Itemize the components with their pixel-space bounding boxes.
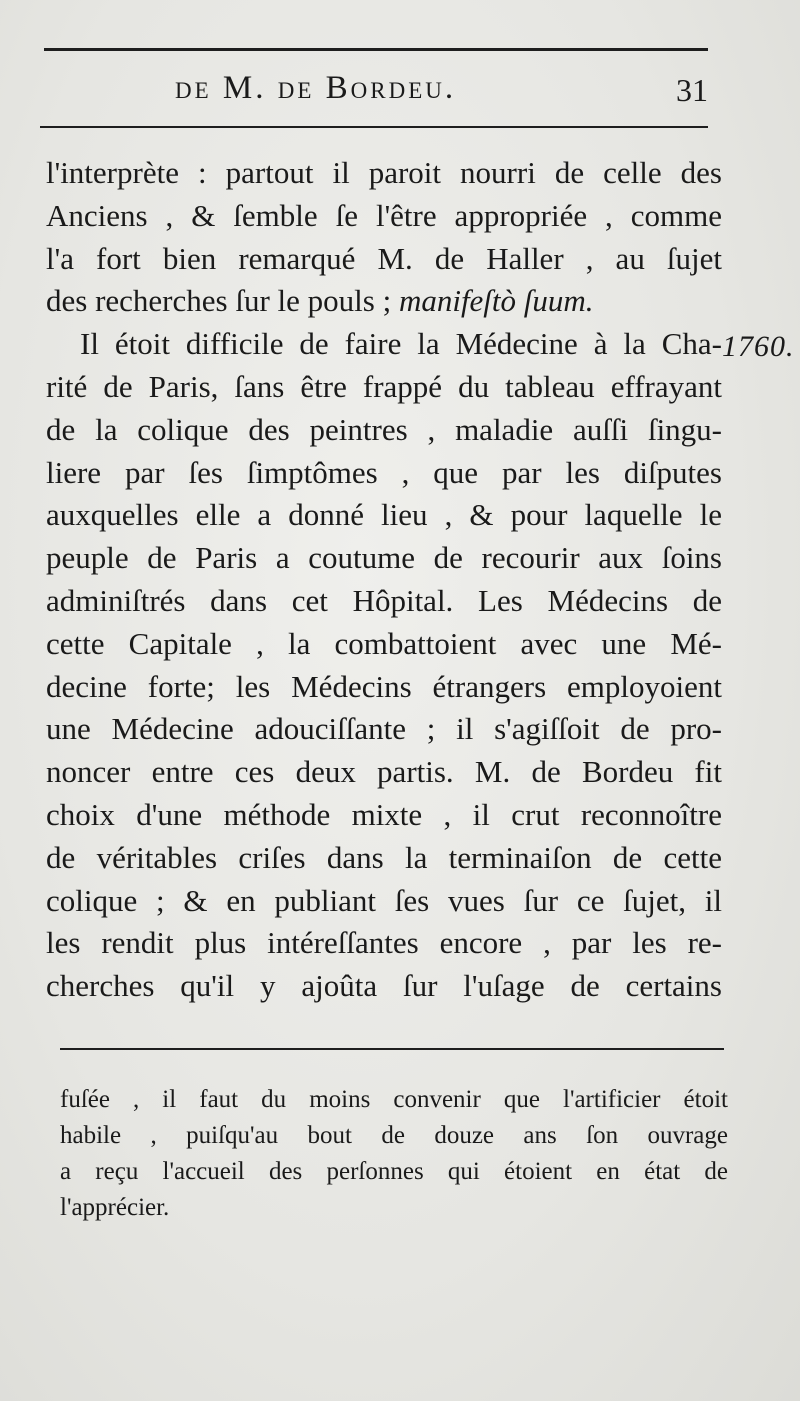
text-line: l'interprète : partout il paroit nourri de celle des (46, 155, 722, 190)
text-line: cette Capitale , la combattoient avec une Mé- (46, 625, 722, 661)
text-line: noncer entre ces deux partis. M. de Bordeu fit (46, 754, 722, 790)
running-title: de M. de Bordeu. (175, 70, 457, 106)
text-line (46, 280, 722, 323)
paragraph-start-line: Il étoit difficile de faire la Médecine à la Cha- (80, 326, 722, 362)
page-header (40, 70, 710, 114)
footnote-line: habile , puiſqu'au bout de douze ans ſon ouvrage (60, 1122, 728, 1149)
text-line: cherches qu'il y ajoûta ſur l'uſage de certains (46, 968, 722, 1004)
top-rule (44, 48, 708, 51)
footnote-rule (60, 1048, 724, 1050)
text-line: liere par ſes ſimptômes , que par les diſputes (46, 454, 722, 490)
text-line: peuple de Paris a coutume de recourir aux ſoins (46, 540, 722, 576)
margin-year-note: 1760. (722, 330, 795, 363)
text-line: adminiſtrés dans cet Hôpital. Les Médecins de (46, 582, 722, 618)
footnote (60, 1082, 728, 1226)
text-line: rité de Paris, ſans être frappé du tableau effrayant (46, 368, 722, 404)
footnote-line: a reçu l'accueil des perſonnes qui étoient en état de (60, 1158, 728, 1185)
footnote-line: l'apprécier. (60, 1194, 170, 1221)
italic-quote: manifeſtò ſuum. (398, 283, 594, 319)
footnote-line: fuſée , il faut du moins convenir que l'artificier étoit (60, 1086, 728, 1113)
page-number: 31 (676, 72, 708, 108)
text-line: les rendit plus intéreſſantes encore , par les re- (46, 925, 722, 961)
text-line: Anciens , & ſemble ſe l'être appropriée , comme (46, 197, 722, 233)
text-line: de véritables criſes dans la terminaiſon de cette (46, 839, 722, 875)
header-rule (40, 126, 708, 128)
text-line: une Médecine adouciſſante ; il s'agiſſoit de pro- (46, 711, 722, 747)
text-line-start: des recherches ſur le pouls ; (46, 283, 392, 319)
text-line: de la colique des peintres , maladie auſſi ſingu- (46, 411, 722, 447)
text-line: colique ; & en publiant ſes vues ſur ce ſujet, il (46, 882, 722, 918)
text-line: auxquelles elle a donné lieu , & pour laquelle le (46, 497, 722, 533)
text-line: l'a fort bien remarqué M. de Haller , au ſujet (46, 240, 722, 276)
text-line: choix d'une méthode mixte , il crut reconnoître (46, 796, 722, 832)
text-line: decine forte; les Médecins étrangers employoient (46, 668, 722, 704)
main-text (46, 152, 722, 1008)
